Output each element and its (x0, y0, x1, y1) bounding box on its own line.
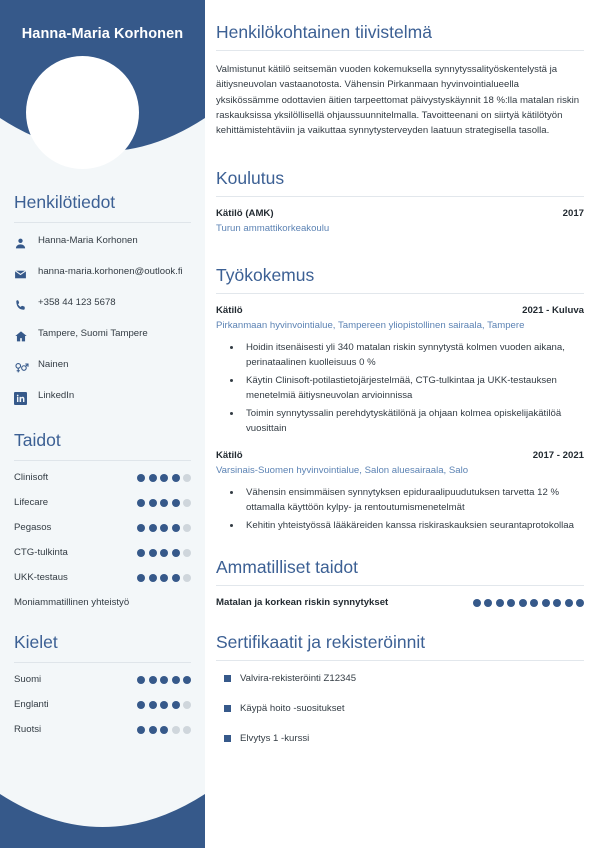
experience-entry (216, 305, 584, 436)
profile-photo-placeholder (26, 56, 139, 169)
rating-dot (496, 599, 504, 607)
language-item-label: Englanti (14, 699, 49, 710)
rating-dot (149, 474, 157, 482)
rating-dot (137, 726, 145, 734)
education-heading: Koulutus (216, 168, 285, 189)
bullet-item: • Kehitin yhteistyössä lääkäreiden kanssa riskiraskauksien seurantaprotokollaa (242, 518, 584, 533)
rating-dot (183, 701, 191, 709)
contact-item-phone[interactable] (0, 296, 205, 313)
bullet-item: • Vähensin ensimmäisen synnytyksen epiduraalipuudutuksen tarvetta 12 % ottamalla käyttöön kylpy- ja rentoutumismenetelmät (242, 485, 584, 515)
skill-item-label: Moniammatillinen yhteistyö (14, 597, 130, 608)
skills-list (0, 472, 205, 608)
rating-dot (542, 599, 550, 607)
experience-entry-bullets (216, 340, 584, 436)
contact-phone-text: +358 44 123 5678 (38, 297, 116, 308)
rating-dot (149, 524, 157, 532)
rating-dot (183, 499, 191, 507)
sidebar-footer-shape (0, 768, 205, 848)
professional-skills-heading: Ammatilliset taidot (216, 557, 358, 578)
rating-dot (149, 499, 157, 507)
language-item-rating (137, 701, 191, 709)
rating-dot (172, 726, 180, 734)
section-skills (0, 430, 205, 608)
section-experience (216, 265, 584, 533)
rating-dot (149, 726, 157, 734)
rating-dot (183, 524, 191, 532)
personal-details-heading: Henkilötiedot (14, 192, 116, 212)
skill-item-rating (137, 549, 191, 557)
language-item (0, 674, 205, 685)
contact-gender-text: Nainen (38, 359, 69, 370)
section-certificates (216, 632, 584, 746)
contact-item-name (0, 234, 205, 251)
certificates-heading: Sertifikaatit ja rekisteröinnit (216, 632, 426, 653)
rating-dot (553, 599, 561, 607)
rating-dot (160, 524, 168, 532)
square-bullet-icon (224, 705, 231, 712)
language-item-rating (137, 676, 191, 684)
experience-entry (216, 450, 584, 533)
education-entry-title: Kätilö (AMK) (216, 208, 274, 220)
rating-dot (149, 701, 157, 709)
divider (216, 50, 584, 51)
experience-entry-date: 2017 - 2021 (532, 450, 584, 462)
square-bullet-icon (224, 735, 231, 742)
sidebar-body (0, 192, 205, 749)
bullet-item: • Toimin synnytyssalin perehdytyskätilönä ja ohjaan kolmea opiskelijakätilöä vuosittain (242, 406, 584, 436)
professional-skill-label: Matalan ja korkean riskin synnytykset (216, 597, 389, 609)
experience-entry-date: 2021 - Kuluva (522, 305, 584, 317)
section-education (216, 168, 584, 235)
language-item-label: Ruotsi (14, 724, 42, 735)
rating-dot (183, 474, 191, 482)
rating-dot (576, 599, 584, 607)
rating-dot (160, 549, 168, 557)
divider (216, 660, 584, 661)
rating-dot (137, 701, 145, 709)
rating-dot (473, 599, 481, 607)
education-list (216, 208, 584, 235)
skill-item (0, 522, 205, 533)
divider (216, 585, 584, 586)
rating-dot (137, 574, 145, 582)
certificate-label: Elvytys 1 -kurssi (240, 733, 310, 745)
rating-dot (172, 549, 180, 557)
skill-item (0, 572, 205, 583)
professional-skill-item (216, 597, 584, 608)
rating-dot (172, 701, 180, 709)
divider (216, 196, 584, 197)
gender-icon (14, 359, 36, 375)
contact-item-address (0, 327, 205, 344)
skill-item-label: CTG-tulkinta (14, 547, 68, 558)
skill-item (0, 597, 205, 608)
contact-linkedin-text: LinkedIn (38, 390, 75, 401)
skill-item-label: Pegasos (14, 522, 52, 533)
education-entry-header (216, 208, 584, 219)
certificate-label: Valvira-rekisteröinti Z12345 (240, 673, 357, 685)
skill-item (0, 547, 205, 558)
rating-dot (484, 599, 492, 607)
certificate-label: Käypä hoito -suositukset (240, 703, 345, 715)
rating-dot (183, 726, 191, 734)
rating-dot (160, 574, 168, 582)
skill-item-label: UKK-testaus (14, 572, 68, 583)
rating-dot (183, 676, 191, 684)
rating-dot (137, 676, 145, 684)
rating-dot (183, 574, 191, 582)
language-item (0, 724, 205, 735)
education-entry-date: 2017 (562, 208, 584, 220)
contact-email-text: hanna-maria.korhonen@outlook.fi (38, 266, 183, 277)
skills-heading: Taidot (14, 430, 61, 450)
divider (14, 662, 191, 663)
rating-dot (149, 549, 157, 557)
experience-entry-header (216, 450, 584, 461)
person-icon (14, 235, 36, 251)
rating-dot (507, 599, 515, 607)
rating-dot (172, 676, 180, 684)
bullet-item: • Hoidin itsenäisesti yli 340 matalan riskin synnytystä kolmen vuoden aikana, perinataalinen kuolleisuus 0 % (242, 340, 584, 370)
rating-dot (160, 701, 168, 709)
contact-name-text: Hanna-Maria Korhonen (38, 235, 138, 246)
rating-dot (172, 524, 180, 532)
experience-entry-bullets (216, 485, 584, 533)
rating-dot (137, 549, 145, 557)
square-bullet-icon (224, 675, 231, 682)
sidebar (0, 0, 205, 848)
certificates-list (216, 672, 584, 746)
contact-item-gender (0, 358, 205, 375)
rating-dot (160, 474, 168, 482)
section-personal-details (0, 192, 205, 406)
rating-dot (160, 676, 168, 684)
rating-dot (172, 474, 180, 482)
professional-skills-list (216, 597, 584, 608)
experience-entry-header (216, 305, 584, 316)
rating-dot (183, 549, 191, 557)
rating-dot (565, 599, 573, 607)
skill-item-rating (137, 574, 191, 582)
language-item (0, 699, 205, 710)
contact-item-linkedin[interactable] (0, 389, 205, 406)
experience-heading: Työkokemus (216, 265, 315, 286)
languages-list (0, 674, 205, 735)
certificate-item (216, 732, 584, 746)
bullet-item: • Käytin Clinisoft-potilastietojärjestelmää, CTG-tulkintaa ja UKK-testauksen menetelmiä äitiysneuvolan arvioinnissa (242, 373, 584, 403)
education-entry (216, 208, 584, 235)
rating-dot (149, 676, 157, 684)
divider (14, 222, 191, 223)
divider (216, 293, 584, 294)
languages-heading: Kielet (14, 632, 58, 652)
section-summary (216, 22, 584, 138)
rating-dot (137, 524, 145, 532)
skill-item-rating (137, 499, 191, 507)
section-professional-skills (216, 557, 584, 608)
linkedin-icon (14, 390, 36, 406)
rating-dot (172, 574, 180, 582)
envelope-icon (14, 266, 36, 282)
certificate-item (216, 702, 584, 716)
skill-item (0, 472, 205, 483)
section-languages (0, 632, 205, 735)
experience-entry-institution: Varsinais-Suomen hyvinvointialue, Salon aluesairaala, Salo (216, 465, 469, 477)
rating-dot (172, 499, 180, 507)
contact-address-text: Tampere, Suomi Tampere (38, 328, 148, 339)
skill-item-rating (137, 524, 191, 532)
experience-entry-title: Kätilö (216, 305, 243, 317)
contact-item-email[interactable] (0, 265, 205, 282)
phone-icon (14, 297, 36, 313)
skill-item-label: Clinisoft (14, 472, 49, 483)
rating-dot (149, 574, 157, 582)
rating-dot (160, 499, 168, 507)
rating-dot (137, 499, 145, 507)
skill-item-label: Lifecare (14, 497, 49, 508)
candidate-name-text: Hanna-Maria Korhonen (21, 26, 184, 42)
rating-dot (530, 599, 538, 607)
experience-list (216, 305, 584, 533)
rating-dot (137, 474, 145, 482)
rating-dot (519, 599, 527, 607)
professional-skill-rating (473, 599, 585, 607)
rating-dot (160, 726, 168, 734)
experience-entry-institution: Pirkanmaan hyvinvointialue, Tampereen yliopistollinen sairaala, Tampere (216, 320, 525, 332)
experience-entry-title: Kätilö (216, 450, 243, 462)
summary-text: Valmistunut kätilö seitsemän vuoden kokemuksella synnytyssalityöskentelystä ja äitiysneuvolan vastaanotosta. Vähensin Pirkanmaan hyvinvointialueella yksikössämme odottavien äitien tarpeettomat päivystyskäynnit 18 %:lla matalan riskin raskauksissa yksilöllisellä ohjaussuunnitelmalla. Tavoitteenani on siirtyä kätilötyön kehittämistehtäviin ja vaikuttaa synnytysterveyden laatuun strategisella tasolla. (216, 64, 580, 137)
candidate-name (0, 26, 205, 42)
main-content (205, 0, 600, 848)
skill-item (0, 497, 205, 508)
education-entry-institution: Turun ammattikorkeakoulu (216, 223, 330, 235)
language-item-label: Suomi (14, 674, 42, 685)
home-icon (14, 328, 36, 344)
language-item-rating (137, 726, 191, 734)
divider (14, 460, 191, 461)
certificate-item (216, 672, 584, 686)
skill-item-rating (137, 474, 191, 482)
summary-heading: Henkilökohtainen tiivistelmä (216, 22, 432, 42)
